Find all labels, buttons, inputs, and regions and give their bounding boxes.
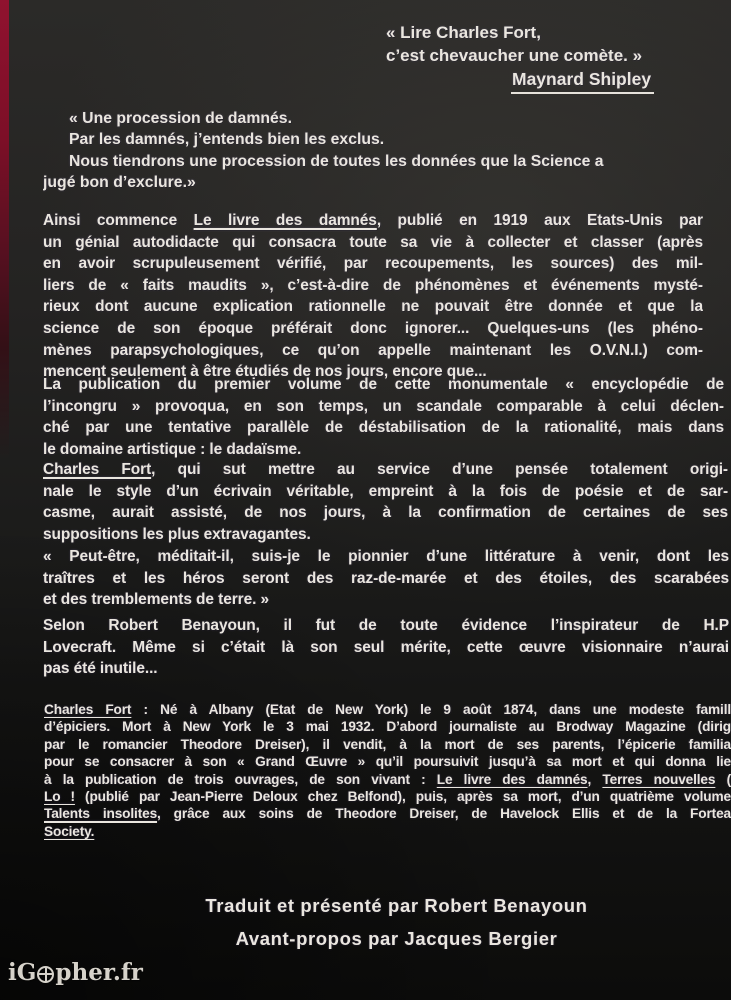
underlined-title: Le livre des damnés [193, 212, 377, 229]
text-segment: le domaine artistique : le dadaïsme. [43, 440, 302, 458]
text-segment: Selon Robert Benayoun, il fut de toute évidence l’inspirateur de H.P [43, 617, 729, 634]
text-line [43, 340, 703, 362]
text-line [43, 481, 728, 503]
text-line [43, 318, 703, 340]
text-segment: La publication du premier volume de cette monumentale « encyclopédie de [43, 376, 724, 393]
text-segment: mencent seulement à être étudiés de nos jours, encore que... [43, 363, 487, 381]
text-segment: (publié par Jean-Pierre Deloux chez Belfond), puis, après sa mort, d’un quatrième volume [74, 788, 731, 804]
text-segment: à la publication de trois ouvrages, de son vivant : [44, 771, 437, 787]
top-quote [386, 21, 642, 67]
text-segment: Nous tiendrons une procession de toutes les données que la Science a [69, 152, 604, 170]
text-segment: Par les damnés, j’entends bien les exclus. [69, 131, 385, 149]
text-segment: pas été inutile... [43, 660, 158, 678]
text-segment: , publié en 1919 aux Etats-Unis par [376, 212, 703, 229]
text-line [43, 637, 729, 659]
paragraph-benayoun [43, 615, 729, 680]
text-line [43, 151, 723, 172]
text-line [44, 701, 731, 718]
text-segment: casme, aurait assisté, de nos jours, à la confirmation de certaines de ses [43, 504, 728, 522]
translator-credit: Traduit et présenté par Robert Benayoun [205, 895, 588, 916]
quote-line: c’est chevaucher une comète. » [386, 46, 643, 65]
text-segment: liers de « faits maudits », c’est-à-dire de phénomènes et événements mysté- [43, 276, 703, 294]
text-segment: mènes parapsychologiques, ce qu’on appelle maintenant les O.V.N.I.) com- [43, 341, 703, 359]
text-line [43, 396, 724, 418]
text-line [43, 232, 703, 254]
text-line [44, 753, 731, 770]
text-segment: traîtres et les héros seront des raz-de-marée et des étoiles, des scarabées [43, 569, 729, 587]
text-segment: pour se consacrer à son « Grand Œuvre » qu’il poursuivit jusqu’à sa mort et qui donna lie [44, 754, 731, 770]
text-line [43, 253, 703, 275]
text-segment: par le romancier Theodore Dreiser), il vendit, à la mort de ses parents, l’épicerie familia [44, 736, 731, 752]
text-line [44, 771, 731, 788]
underlined-title: Le livre des damnés [436, 771, 588, 787]
text-segment: nale le style d’un écrivain véritable, empreint à la fois de poésie et de sar- [43, 482, 728, 500]
text-line [43, 275, 703, 297]
text-line [43, 374, 724, 396]
text-segment: en avoir scrupuleusement vérifié, par recoupements, les sources) des mil- [43, 255, 703, 273]
underlined-title: Lo ! [44, 788, 75, 804]
text-segment: ché par une tentative parallèle de déstabilisation de la rationalité, mais dans [43, 419, 724, 437]
underlined-title: Charles Fort [44, 702, 132, 717]
text-line [43, 439, 724, 461]
text-line [43, 589, 729, 611]
underlined-title: Talents insolites [44, 806, 158, 822]
globe-icon [37, 966, 54, 983]
text-line [43, 129, 723, 150]
text-line [43, 658, 729, 680]
text-segment: d’épiciers. Mort à New York le 3 mai 1932. D’abord journaliste au Brodway Magazine (dirig [44, 719, 731, 735]
text-line [43, 615, 729, 637]
text-line [44, 788, 731, 805]
text-line [43, 459, 728, 481]
text-line [44, 718, 731, 735]
text-line [43, 417, 724, 439]
text-line [43, 568, 729, 590]
text-segment: : Né à Albany (Etat de New York) le 9 août 1874, dans une modeste famill [131, 702, 731, 717]
text-line [44, 736, 731, 753]
watermark-text-post: pher.fr [55, 959, 143, 986]
text-line [43, 296, 703, 318]
text-segment: un génial autodidacte qui consacra toute sa vie à collecter et classer (après [43, 233, 703, 251]
text-line [43, 502, 728, 524]
foreword-credit: Avant-propos par Jacques Bergier [235, 928, 558, 949]
text-line [44, 805, 731, 822]
paragraph-peut-etre-quote [43, 546, 729, 611]
paragraph-intro [43, 210, 703, 383]
underlined-title: Society. [44, 823, 95, 839]
underlined-title: Terres nouvelles [602, 771, 716, 787]
text-line [43, 172, 723, 193]
text-segment: l’incongru » provoqua, en son temps, un scandale comparable à celui déclen- [43, 397, 724, 415]
text-line [43, 108, 723, 129]
watermark-text-pre: iG [8, 959, 37, 986]
text-line [43, 210, 703, 232]
text-segment: Ainsi commence [43, 212, 194, 229]
text-segment: , qui sut mettre au service d’une pensée totalement origi- [151, 461, 728, 478]
quote-line: « Lire Charles Fort, [386, 23, 541, 42]
epigraph-quote [43, 108, 723, 194]
book-spine-red-edge [0, 0, 9, 560]
text-segment: suppositions les plus extravagantes. [43, 525, 311, 543]
biography-note [44, 701, 731, 840]
watermark [8, 959, 143, 986]
underlined-title: Charles Fort [43, 461, 152, 478]
text-segment: jugé bon d’exclure.» [43, 174, 196, 192]
text-segment: rieux dont aucune explication rationnelle ne pouvait être donnée et que la [43, 298, 703, 316]
text-line [43, 524, 728, 546]
text-line [44, 823, 731, 840]
text-segment: « Peut-être, méditait-il, suis-je le pionnier d’une littérature à venir, dont les [43, 548, 729, 565]
paragraph-charles-fort [43, 459, 728, 545]
paragraph-publication [43, 374, 724, 460]
text-segment: , [587, 771, 603, 787]
text-line [43, 546, 729, 568]
quote-attribution: Maynard Shipley [511, 69, 654, 94]
text-segment: , grâce aux soins de Theodore Dreiser, de Havelock Ellis et de la Fortea [157, 806, 731, 822]
text-segment: science de son époque préférait donc ignorer... Quelques-uns (les phéno- [43, 319, 703, 337]
text-segment: ( [715, 771, 731, 787]
text-segment: et des tremblements de terre. » [43, 591, 270, 609]
text-segment: « Une procession de damnés. [69, 110, 292, 127]
text-segment: Lovecraft. Même si c’était là son seul mérite, cette œuvre visionnaire n’aurai [43, 638, 729, 656]
